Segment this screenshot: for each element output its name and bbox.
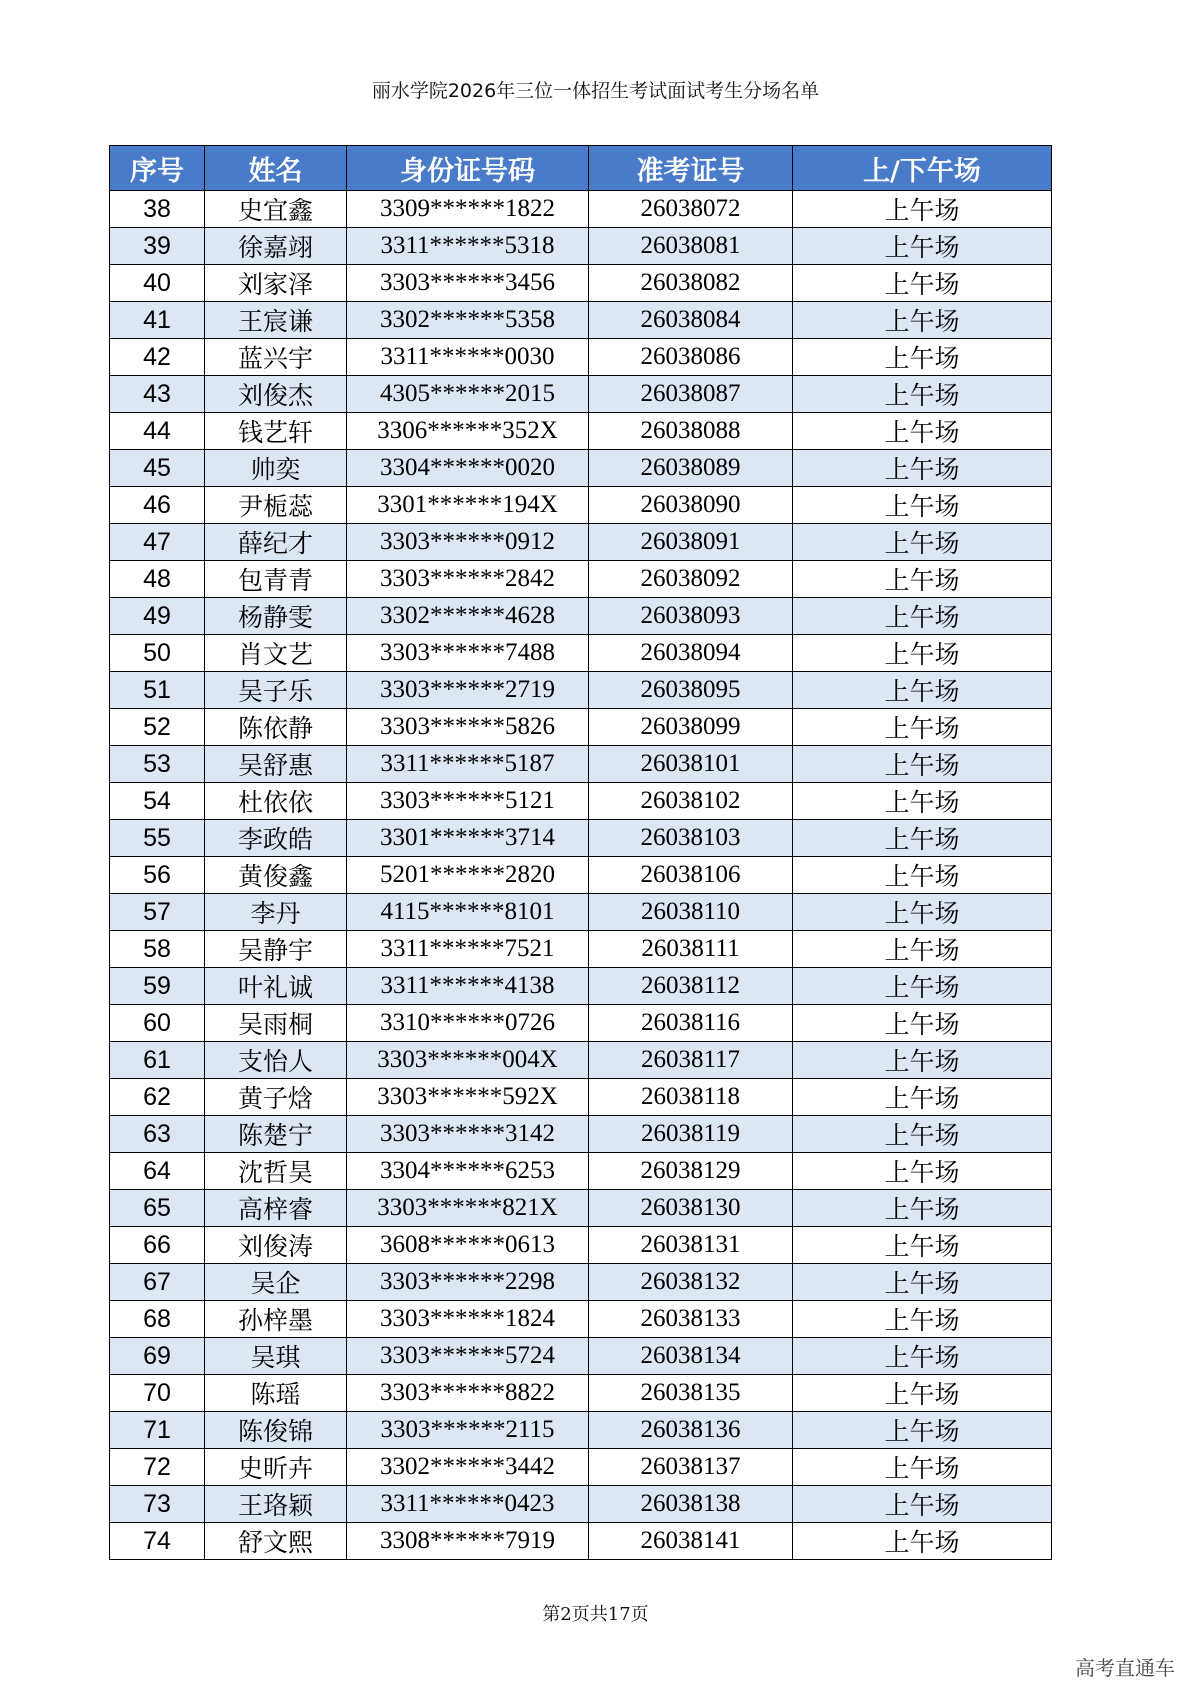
cell-exam-number: 26038134 (589, 1338, 793, 1375)
table-row (110, 635, 1052, 672)
cell-name: 陈楚宁 (205, 1116, 347, 1153)
cell-session: 上午场 (793, 820, 1052, 857)
header-session: 上/下午场 (793, 146, 1052, 191)
cell-id-number: 3308******7919 (347, 1523, 589, 1560)
cell-exam-number: 26038118 (589, 1079, 793, 1116)
cell-exam-number: 26038102 (589, 783, 793, 820)
cell-name: 沈哲昊 (205, 1153, 347, 1190)
cell-id-number: 3303******8822 (347, 1375, 589, 1412)
cell-serial-number: 71 (110, 1412, 205, 1449)
cell-id-number: 3311******4138 (347, 968, 589, 1005)
header-id-number: 身份证号码 (347, 146, 589, 191)
cell-session: 上午场 (793, 339, 1052, 376)
cell-exam-number: 26038091 (589, 524, 793, 561)
cell-serial-number: 63 (110, 1116, 205, 1153)
cell-serial-number: 68 (110, 1301, 205, 1338)
cell-name: 支怡人 (205, 1042, 347, 1079)
cell-id-number: 4305******2015 (347, 376, 589, 413)
cell-name: 吴雨桐 (205, 1005, 347, 1042)
cell-id-number: 3303******3456 (347, 265, 589, 302)
cell-id-number: 3304******6253 (347, 1153, 589, 1190)
cell-exam-number: 26038081 (589, 228, 793, 265)
cell-exam-number: 26038086 (589, 339, 793, 376)
cell-id-number: 3303******004X (347, 1042, 589, 1079)
cell-serial-number: 69 (110, 1338, 205, 1375)
cell-serial-number: 38 (110, 191, 205, 228)
cell-exam-number: 26038099 (589, 709, 793, 746)
table-row (110, 598, 1052, 635)
table-row (110, 1338, 1052, 1375)
table-row (110, 894, 1052, 931)
table-row (110, 265, 1052, 302)
cell-session: 上午场 (793, 1338, 1052, 1375)
cell-exam-number: 26038111 (589, 931, 793, 968)
cell-session: 上午场 (793, 191, 1052, 228)
cell-serial-number: 45 (110, 450, 205, 487)
cell-name: 王宸谦 (205, 302, 347, 339)
cell-id-number: 3309******1822 (347, 191, 589, 228)
cell-name: 徐嘉翊 (205, 228, 347, 265)
cell-exam-number: 26038084 (589, 302, 793, 339)
cell-id-number: 3303******5724 (347, 1338, 589, 1375)
cell-id-number: 3303******5121 (347, 783, 589, 820)
cell-exam-number: 26038138 (589, 1486, 793, 1523)
cell-exam-number: 26038106 (589, 857, 793, 894)
cell-session: 上午场 (793, 1079, 1052, 1116)
cell-session: 上午场 (793, 672, 1052, 709)
cell-session: 上午场 (793, 1227, 1052, 1264)
table-row (110, 524, 1052, 561)
table-row (110, 1079, 1052, 1116)
cell-session: 上午场 (793, 783, 1052, 820)
watermark: 高考直通车 (1075, 1656, 1175, 1680)
cell-id-number: 3311******7521 (347, 931, 589, 968)
document-title: 丽水学院2026年三位一体招生考试面试考生分场名单 (371, 80, 820, 102)
cell-id-number: 3303******1824 (347, 1301, 589, 1338)
cell-serial-number: 65 (110, 1190, 205, 1227)
cell-id-number: 3303******3142 (347, 1116, 589, 1153)
cell-name: 杜依依 (205, 783, 347, 820)
cell-name: 刘俊涛 (205, 1227, 347, 1264)
cell-serial-number: 43 (110, 376, 205, 413)
cell-session: 上午场 (793, 1005, 1052, 1042)
cell-session: 上午场 (793, 1153, 1052, 1190)
cell-name: 肖文艺 (205, 635, 347, 672)
cell-exam-number: 26038101 (589, 746, 793, 783)
cell-serial-number: 51 (110, 672, 205, 709)
cell-name: 王珞颖 (205, 1486, 347, 1523)
cell-session: 上午场 (793, 968, 1052, 1005)
cell-exam-number: 26038088 (589, 413, 793, 450)
table-row (110, 339, 1052, 376)
table-row (110, 487, 1052, 524)
table-header-row (110, 146, 1052, 191)
cell-exam-number: 26038130 (589, 1190, 793, 1227)
cell-session: 上午场 (793, 524, 1052, 561)
cell-serial-number: 53 (110, 746, 205, 783)
cell-exam-number: 26038094 (589, 635, 793, 672)
cell-session: 上午场 (793, 746, 1052, 783)
cell-session: 上午场 (793, 1264, 1052, 1301)
table-row (110, 1449, 1052, 1486)
cell-name: 杨静雯 (205, 598, 347, 635)
cell-serial-number: 59 (110, 968, 205, 1005)
cell-name: 钱艺轩 (205, 413, 347, 450)
table-row (110, 746, 1052, 783)
cell-id-number: 3311******0030 (347, 339, 589, 376)
cell-exam-number: 26038087 (589, 376, 793, 413)
table-row (110, 450, 1052, 487)
cell-id-number: 3311******5187 (347, 746, 589, 783)
cell-exam-number: 26038135 (589, 1375, 793, 1412)
cell-serial-number: 55 (110, 820, 205, 857)
cell-exam-number: 26038082 (589, 265, 793, 302)
cell-name: 李政皓 (205, 820, 347, 857)
cell-serial-number: 66 (110, 1227, 205, 1264)
cell-id-number: 5201******2820 (347, 857, 589, 894)
cell-exam-number: 26038133 (589, 1301, 793, 1338)
cell-exam-number: 26038117 (589, 1042, 793, 1079)
cell-serial-number: 72 (110, 1449, 205, 1486)
cell-name: 李丹 (205, 894, 347, 931)
table-row (110, 1486, 1052, 1523)
cell-name: 孙梓墨 (205, 1301, 347, 1338)
cell-session: 上午场 (793, 413, 1052, 450)
cell-session: 上午场 (793, 1412, 1052, 1449)
header-serial-number: 序号 (110, 146, 205, 191)
cell-name: 黄俊鑫 (205, 857, 347, 894)
cell-name: 黄子焓 (205, 1079, 347, 1116)
cell-session: 上午场 (793, 857, 1052, 894)
cell-serial-number: 47 (110, 524, 205, 561)
cell-exam-number: 26038072 (589, 191, 793, 228)
cell-exam-number: 26038092 (589, 561, 793, 598)
cell-id-number: 3303******0912 (347, 524, 589, 561)
page-number: 第2页共17页 (542, 1604, 649, 1625)
cell-id-number: 3303******2842 (347, 561, 589, 598)
cell-id-number: 3303******2719 (347, 672, 589, 709)
table-row (110, 820, 1052, 857)
cell-serial-number: 52 (110, 709, 205, 746)
cell-exam-number: 26038110 (589, 894, 793, 931)
cell-serial-number: 74 (110, 1523, 205, 1560)
table-row (110, 561, 1052, 598)
cell-serial-number: 54 (110, 783, 205, 820)
cell-exam-number: 26038136 (589, 1412, 793, 1449)
cell-id-number: 3303******2298 (347, 1264, 589, 1301)
cell-id-number: 3302******3442 (347, 1449, 589, 1486)
cell-session: 上午场 (793, 635, 1052, 672)
cell-id-number: 3306******352X (347, 413, 589, 450)
table-row (110, 376, 1052, 413)
cell-id-number: 3608******0613 (347, 1227, 589, 1264)
cell-id-number: 3303******592X (347, 1079, 589, 1116)
cell-id-number: 3303******5826 (347, 709, 589, 746)
cell-id-number: 4115******8101 (347, 894, 589, 931)
table-row (110, 1523, 1052, 1560)
cell-session: 上午场 (793, 709, 1052, 746)
cell-id-number: 3310******0726 (347, 1005, 589, 1042)
cell-id-number: 3302******4628 (347, 598, 589, 635)
table-row (110, 1412, 1052, 1449)
cell-name: 陈瑶 (205, 1375, 347, 1412)
cell-serial-number: 48 (110, 561, 205, 598)
cell-exam-number: 26038131 (589, 1227, 793, 1264)
cell-id-number: 3304******0020 (347, 450, 589, 487)
table-row (110, 968, 1052, 1005)
cell-exam-number: 26038119 (589, 1116, 793, 1153)
table-row (110, 1116, 1052, 1153)
cell-name: 叶礼诚 (205, 968, 347, 1005)
cell-exam-number: 26038129 (589, 1153, 793, 1190)
cell-serial-number: 73 (110, 1486, 205, 1523)
cell-name: 史宜鑫 (205, 191, 347, 228)
cell-session: 上午场 (793, 1486, 1052, 1523)
table-row (110, 783, 1052, 820)
cell-id-number: 3301******3714 (347, 820, 589, 857)
cell-serial-number: 61 (110, 1042, 205, 1079)
table-row (110, 672, 1052, 709)
cell-session: 上午场 (793, 450, 1052, 487)
cell-session: 上午场 (793, 1042, 1052, 1079)
cell-session: 上午场 (793, 1449, 1052, 1486)
table-header (110, 146, 1052, 191)
cell-name: 帅奕 (205, 450, 347, 487)
cell-session: 上午场 (793, 265, 1052, 302)
cell-id-number: 3303******2115 (347, 1412, 589, 1449)
cell-session: 上午场 (793, 1116, 1052, 1153)
table-row (110, 413, 1052, 450)
cell-name: 陈依静 (205, 709, 347, 746)
cell-session: 上午场 (793, 561, 1052, 598)
table-row (110, 1005, 1052, 1042)
cell-name: 吴企 (205, 1264, 347, 1301)
cell-session: 上午场 (793, 302, 1052, 339)
cell-name: 刘家泽 (205, 265, 347, 302)
cell-id-number: 3302******5358 (347, 302, 589, 339)
cell-session: 上午场 (793, 931, 1052, 968)
cell-serial-number: 44 (110, 413, 205, 450)
cell-session: 上午场 (793, 376, 1052, 413)
cell-id-number: 3311******0423 (347, 1486, 589, 1523)
cell-name: 史昕卉 (205, 1449, 347, 1486)
cell-exam-number: 26038137 (589, 1449, 793, 1486)
cell-exam-number: 26038089 (589, 450, 793, 487)
table-row (110, 857, 1052, 894)
cell-exam-number: 26038112 (589, 968, 793, 1005)
cell-session: 上午场 (793, 894, 1052, 931)
header-exam-number: 准考证号 (589, 146, 793, 191)
cell-exam-number: 26038141 (589, 1523, 793, 1560)
cell-exam-number: 26038090 (589, 487, 793, 524)
cell-session: 上午场 (793, 1375, 1052, 1412)
cell-session: 上午场 (793, 1190, 1052, 1227)
candidate-table (109, 145, 1052, 1560)
cell-serial-number: 40 (110, 265, 205, 302)
cell-serial-number: 41 (110, 302, 205, 339)
cell-exam-number: 26038093 (589, 598, 793, 635)
cell-session: 上午场 (793, 228, 1052, 265)
table-row (110, 1375, 1052, 1412)
cell-serial-number: 42 (110, 339, 205, 376)
cell-name: 包青青 (205, 561, 347, 598)
cell-serial-number: 70 (110, 1375, 205, 1412)
table-row (110, 1042, 1052, 1079)
table-row (110, 709, 1052, 746)
cell-session: 上午场 (793, 598, 1052, 635)
cell-name: 刘俊杰 (205, 376, 347, 413)
table-row (110, 1301, 1052, 1338)
table-row (110, 191, 1052, 228)
cell-serial-number: 49 (110, 598, 205, 635)
cell-exam-number: 26038116 (589, 1005, 793, 1042)
cell-serial-number: 60 (110, 1005, 205, 1042)
cell-exam-number: 26038103 (589, 820, 793, 857)
cell-name: 尹栀蕊 (205, 487, 347, 524)
table-row (110, 228, 1052, 265)
cell-serial-number: 62 (110, 1079, 205, 1116)
cell-name: 吴静宇 (205, 931, 347, 968)
header-name: 姓名 (205, 146, 347, 191)
cell-name: 吴舒惠 (205, 746, 347, 783)
cell-session: 上午场 (793, 487, 1052, 524)
cell-name: 陈俊锦 (205, 1412, 347, 1449)
table-body (110, 191, 1052, 1560)
cell-exam-number: 26038095 (589, 672, 793, 709)
table-row (110, 1153, 1052, 1190)
cell-serial-number: 57 (110, 894, 205, 931)
cell-serial-number: 56 (110, 857, 205, 894)
cell-serial-number: 50 (110, 635, 205, 672)
cell-name: 舒文熙 (205, 1523, 347, 1560)
cell-id-number: 3301******194X (347, 487, 589, 524)
table-row (110, 931, 1052, 968)
cell-name: 蓝兴宇 (205, 339, 347, 376)
cell-serial-number: 58 (110, 931, 205, 968)
cell-name: 高梓睿 (205, 1190, 347, 1227)
cell-serial-number: 67 (110, 1264, 205, 1301)
cell-exam-number: 26038132 (589, 1264, 793, 1301)
cell-id-number: 3311******5318 (347, 228, 589, 265)
table-row (110, 302, 1052, 339)
table-row (110, 1190, 1052, 1227)
cell-id-number: 3303******821X (347, 1190, 589, 1227)
cell-session: 上午场 (793, 1523, 1052, 1560)
cell-id-number: 3303******7488 (347, 635, 589, 672)
cell-session: 上午场 (793, 1301, 1052, 1338)
cell-name: 薛纪才 (205, 524, 347, 561)
cell-serial-number: 39 (110, 228, 205, 265)
cell-name: 吴子乐 (205, 672, 347, 709)
cell-name: 吴琪 (205, 1338, 347, 1375)
table-row (110, 1264, 1052, 1301)
cell-serial-number: 46 (110, 487, 205, 524)
cell-serial-number: 64 (110, 1153, 205, 1190)
table-row (110, 1227, 1052, 1264)
